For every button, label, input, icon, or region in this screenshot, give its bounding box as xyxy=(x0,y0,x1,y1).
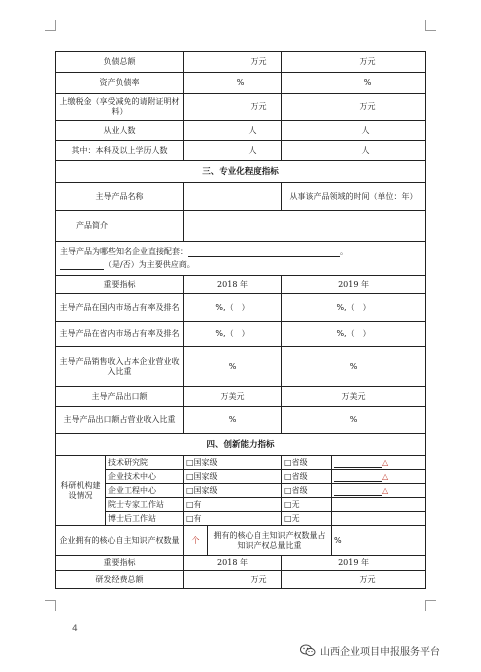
year-2019-header: 2019 年 xyxy=(282,276,426,294)
supplier-statement: 主导产品为哪些知名企业直接配套： 。 （是/否）为主要供应商。 xyxy=(56,242,426,276)
value-cell[interactable]: %,（ ） xyxy=(282,294,426,322)
value-cell[interactable]: 万元 xyxy=(282,52,426,73)
wechat-icon xyxy=(300,644,316,657)
indicator-header-label: 重要指标 xyxy=(56,556,184,571)
section-heading-row xyxy=(56,434,426,456)
row-label: 主导产品出口额 xyxy=(56,387,184,407)
empty-cell xyxy=(332,512,426,526)
option-provincial-checkbox[interactable]: □省级 xyxy=(282,470,332,484)
option-yes-checkbox[interactable]: □有 xyxy=(184,512,282,526)
row-label: 研发经费总额 xyxy=(56,571,184,589)
indicator-row xyxy=(56,571,426,589)
option-no-checkbox[interactable]: □无 xyxy=(282,498,332,512)
crop-mark-bottom-right xyxy=(425,600,436,611)
value-cell[interactable]: 万元 xyxy=(184,571,282,589)
product-intro-label: 产品简介 xyxy=(56,211,184,242)
ip-row xyxy=(56,526,426,556)
supplier-yes-no-input[interactable] xyxy=(60,261,104,270)
indicator-header-label: 重要指标 xyxy=(56,276,184,294)
value-cell[interactable]: 万美元 xyxy=(184,387,282,407)
option-national-checkbox[interactable]: □国家级 xyxy=(184,470,282,484)
indicator-row xyxy=(56,387,426,407)
year-2018-header: 2018 年 xyxy=(184,276,282,294)
supplier-companies-input[interactable] xyxy=(188,248,340,257)
ip-ratio-label: 拥有的核心自主知识产权数量占知识产权总量比重 xyxy=(208,526,332,556)
marker-icon: △ xyxy=(382,471,389,481)
value-cell[interactable]: 万元 xyxy=(184,94,282,121)
finance-row xyxy=(56,52,426,73)
value-cell[interactable]: 人 xyxy=(282,121,426,141)
institution-name: 技术研究院 xyxy=(106,456,184,470)
institution-row xyxy=(56,484,426,498)
option-yes-checkbox[interactable]: □有 xyxy=(184,498,282,512)
product-intro-input[interactable] xyxy=(184,211,426,242)
indicator-header-row xyxy=(56,556,426,571)
institution-name: 企业工程中心 xyxy=(106,484,184,498)
value-cell[interactable]: %,（ ） xyxy=(184,322,282,347)
institution-row xyxy=(56,470,426,484)
level-input[interactable] xyxy=(332,470,426,484)
product-name-label: 主导产品名称 xyxy=(56,183,184,211)
indicator-row xyxy=(56,347,426,387)
finance-row xyxy=(56,141,426,161)
value-cell[interactable]: % xyxy=(282,347,426,387)
crop-mark-top-right xyxy=(425,20,436,31)
option-provincial-checkbox[interactable]: □省级 xyxy=(282,456,332,470)
option-national-checkbox[interactable]: □国家级 xyxy=(184,456,282,470)
crop-mark-top-left xyxy=(45,20,56,31)
product-name-row xyxy=(56,183,426,211)
row-label: 其中：本科及以上学历人数 xyxy=(56,141,184,161)
value-cell[interactable]: % xyxy=(184,407,282,434)
marker-icon: △ xyxy=(382,457,389,467)
section-title: 四、创新能力指标 xyxy=(56,434,426,456)
value-cell[interactable]: 人 xyxy=(184,121,282,141)
ip-ratio-input[interactable]: % xyxy=(332,526,426,556)
value-cell[interactable]: 万美元 xyxy=(282,387,426,407)
institution-row xyxy=(56,512,426,526)
value-cell[interactable]: 人 xyxy=(282,141,426,161)
row-label: 负债总额 xyxy=(56,52,184,73)
year-2018-header: 2018 年 xyxy=(184,556,282,571)
value-cell[interactable]: % xyxy=(282,73,426,94)
product-name-input[interactable] xyxy=(184,183,282,211)
crop-mark-bottom-left xyxy=(45,600,56,611)
row-label: 主导产品在省内市场占有率及排名 xyxy=(56,322,184,347)
row-label: 主导产品销售收入占本企业营业收入比重 xyxy=(56,347,184,387)
empty-cell xyxy=(332,498,426,512)
indicator-row xyxy=(56,322,426,347)
finance-row xyxy=(56,94,426,121)
institution-row xyxy=(56,498,426,512)
row-label: 上缴税金（享受减免的请附证明材料） xyxy=(56,94,184,121)
level-input[interactable] xyxy=(332,484,426,498)
section-title: 三、专业化程度指标 xyxy=(56,161,426,183)
application-form-table xyxy=(55,51,426,589)
ip-count-label: 企业拥有的核心自主知识产权数量 xyxy=(56,526,184,556)
value-cell[interactable]: % xyxy=(282,407,426,434)
value-cell[interactable]: % xyxy=(184,347,282,387)
row-label: 主导产品在国内市场占有率及排名 xyxy=(56,294,184,322)
option-provincial-checkbox[interactable]: □省级 xyxy=(282,484,332,498)
value-cell[interactable]: 万元 xyxy=(184,52,282,73)
watermark xyxy=(300,643,440,658)
row-label: 从业人数 xyxy=(56,121,184,141)
year-2019-header: 2019 年 xyxy=(282,556,426,571)
ip-count-input[interactable]: 个 xyxy=(184,526,208,556)
marker-icon: △ xyxy=(382,485,389,495)
indicator-row xyxy=(56,294,426,322)
value-cell[interactable]: 万元 xyxy=(282,571,426,589)
institution-row xyxy=(56,456,426,470)
level-input[interactable] xyxy=(332,456,426,470)
finance-row xyxy=(56,73,426,94)
indicator-row xyxy=(56,407,426,434)
row-label: 资产负债率 xyxy=(56,73,184,94)
section-heading-row xyxy=(56,161,426,183)
value-cell[interactable]: 万元 xyxy=(282,94,426,121)
value-cell[interactable]: %,（ ） xyxy=(184,294,282,322)
finance-row xyxy=(56,121,426,141)
option-national-checkbox[interactable]: □国家级 xyxy=(184,484,282,498)
institution-group-label: 科研机构建设情况 xyxy=(56,456,106,526)
value-cell[interactable]: 人 xyxy=(184,141,282,161)
option-no-checkbox[interactable]: □无 xyxy=(282,512,332,526)
product-intro-row xyxy=(56,211,426,242)
institution-name: 企业技术中心 xyxy=(106,470,184,484)
row-label: 主导产品出口额占营业收入比重 xyxy=(56,407,184,434)
page-number: 4 xyxy=(72,624,78,634)
value-cell[interactable]: %,（ ） xyxy=(282,322,426,347)
institution-name: 博士后工作站 xyxy=(106,512,184,526)
watermark-text: 山西企业项目申报服务平台 xyxy=(320,647,440,658)
value-cell[interactable]: % xyxy=(184,73,282,94)
supplier-row xyxy=(56,242,426,276)
indicator-header-row xyxy=(56,276,426,294)
institution-name: 院士专家工作站 xyxy=(106,498,184,512)
years-label: 从事该产品领域的时间（单位：年） xyxy=(282,183,426,211)
